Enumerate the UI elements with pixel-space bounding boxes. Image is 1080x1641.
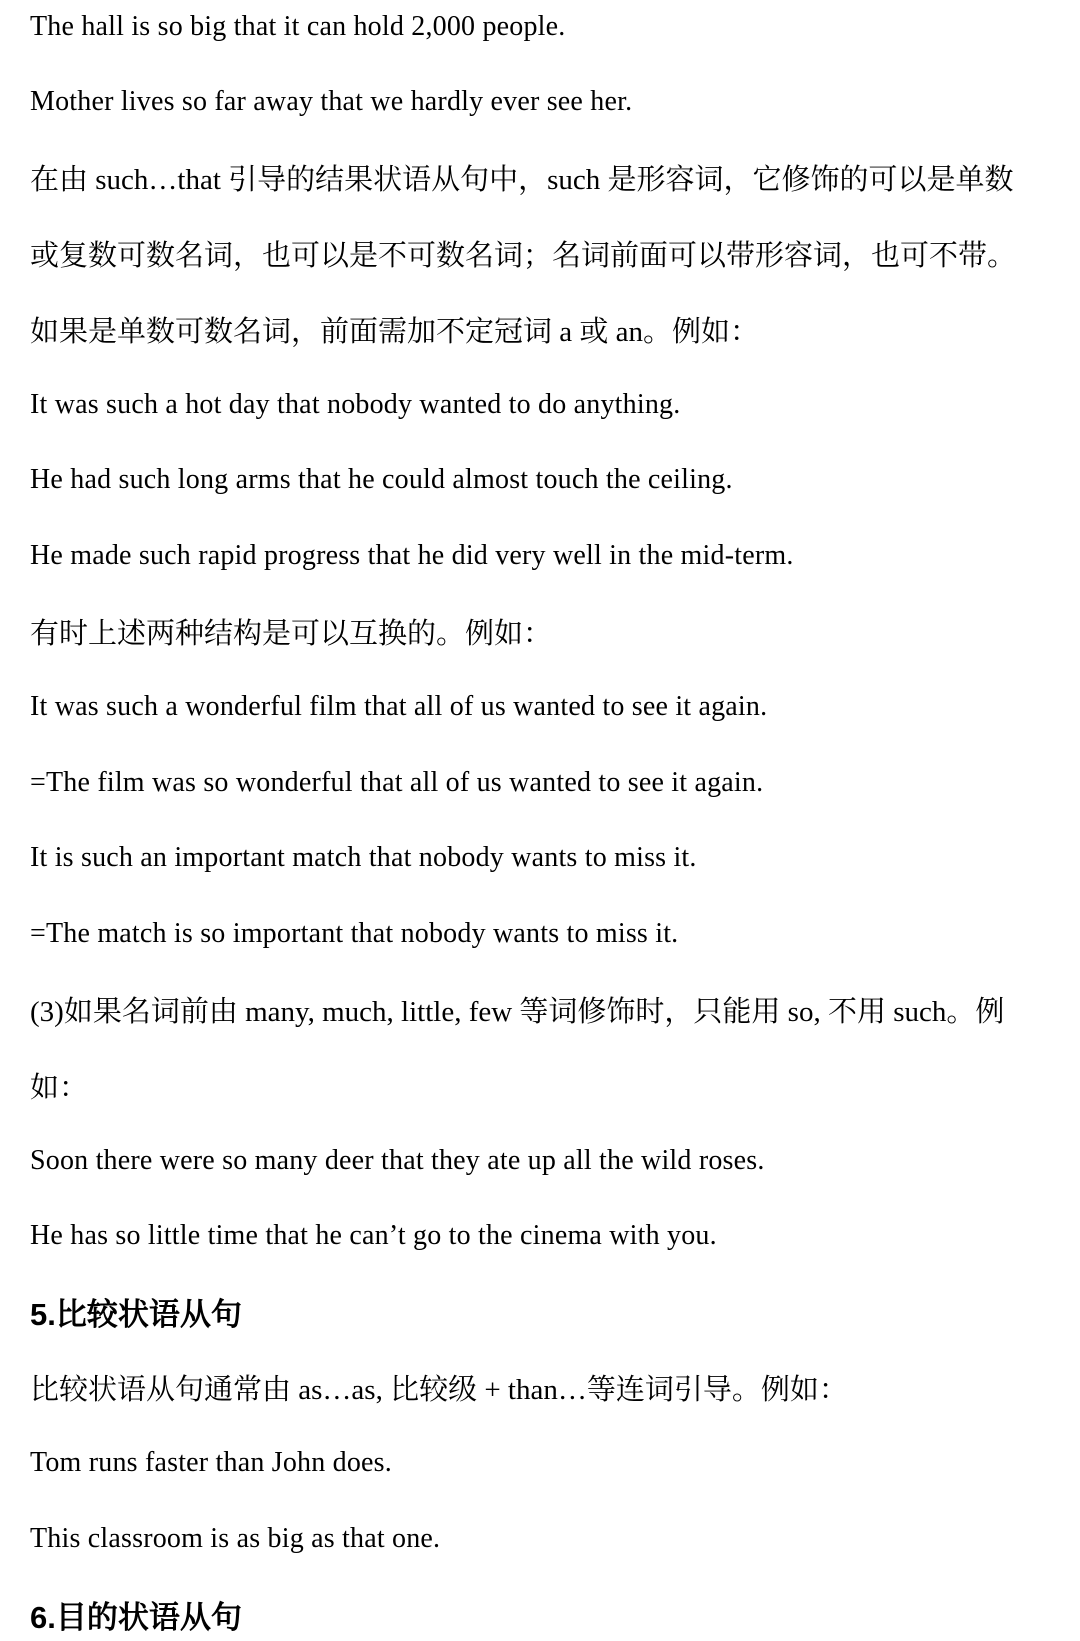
document-line: 如果是单数可数名词，前面需加不定冠词 a 或 an。例如：: [30, 315, 759, 348]
document-line: It was such a wonderful film that all of us wanted to see it again.: [30, 691, 768, 723]
document-line: =The match is so important that nobody wants to miss it.: [30, 917, 679, 949]
document-line: This classroom is as big as that one.: [30, 1522, 441, 1554]
document-line: 在由 such…that 引导的结果状语从句中，such 是形容词，它修饰的可以是单数: [30, 164, 1014, 197]
document-line: Tom runs faster than John does.: [30, 1447, 392, 1479]
section-heading-5: 5.比较状语从句: [30, 1297, 242, 1333]
document-line: 如：: [30, 1071, 89, 1104]
document-line: It was such a hot day that nobody wanted to do anything.: [30, 388, 681, 420]
document-line: (3)如果名词前由 many, much, little, few 等词修饰时，只能用 so, 不用 such。例: [30, 996, 1005, 1029]
document-line: 比较状语从句通常由 as…as, 比较级 + than…等连词引导。例如：: [30, 1373, 848, 1406]
document-line: Mother lives so far away that we hardly ever see her.: [30, 86, 633, 118]
document-line: He made such rapid progress that he did very well in the mid-term.: [30, 539, 794, 571]
section-heading-6: 6.目的状语从句: [30, 1599, 242, 1635]
document-line: He has so little time that he can’t go to the cinema with you.: [30, 1220, 717, 1252]
document-line: He had such long arms that he could almost touch the ceiling.: [30, 464, 733, 496]
document-line: =The film was so wonderful that all of us wanted to see it again.: [30, 766, 764, 798]
document-line: It is such an important match that nobody wants to miss it.: [30, 842, 697, 874]
document-line: 或复数可数名词，也可以是不可数名词；名词前面可以带形容词，也可不带。: [30, 240, 1017, 273]
document-line: Soon there were so many deer that they ate up all the wild roses.: [30, 1144, 765, 1176]
document-line: The hall is so big that it can hold 2,000 people.: [30, 10, 566, 42]
document-line: 有时上述两种结构是可以互换的。例如：: [30, 618, 553, 651]
